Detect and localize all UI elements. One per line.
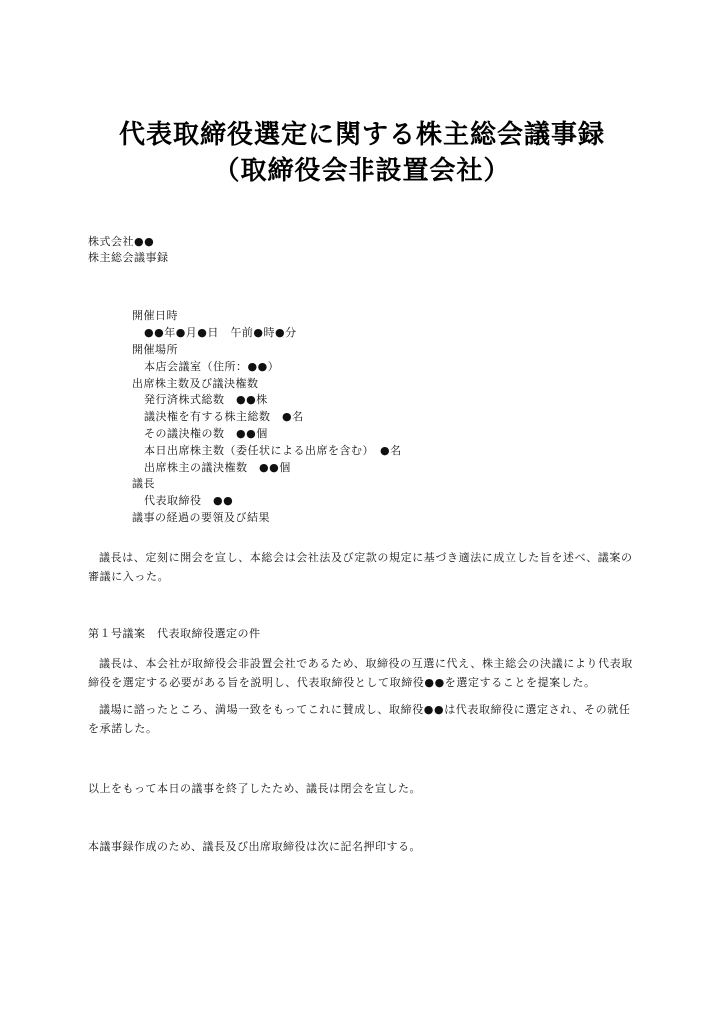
opening-paragraph: 議長は、定刻に開会を宣し、本総会は会社法及び定款の規定に基づき適法に成立した旨を述べ、議案の審議に入った。: [88, 551, 633, 583]
chair-label: 議長: [132, 477, 155, 490]
company-name: 株式会社●●: [88, 235, 155, 248]
document-label: 株主総会議事録: [88, 251, 169, 264]
proceedings-label: 議事の経過の要領及び結果: [132, 511, 270, 524]
closing-statement: 以上をもって本日の議事を終了したため、議長は閉会を宣した。: [88, 782, 422, 795]
document-title: 代表取締役選定に関する株主総会議事録: [118, 120, 605, 150]
voting-rights: その議決権の数 ●●個: [144, 427, 268, 440]
agenda-paragraph-2: 議場に諮ったところ、満場一致をもってこれに賛成し、取締役●●は代表取締役に選定され、その就任を承諾した。: [88, 703, 631, 735]
document-subtitle: （取締役会非設置会社）: [213, 156, 511, 186]
date-label: 開催日時: [132, 309, 178, 322]
attending-voting-rights: 出席株主の議決権数 ●●個: [144, 461, 291, 474]
date-value: ●●年●月●日 午前●時●分: [144, 326, 297, 339]
shares-label: 出席株主数及び議決権数: [132, 377, 259, 390]
voting-shareholders: 議決権を有する株主総数 ●名: [144, 410, 304, 423]
chair-value: 代表取締役 ●●: [144, 494, 234, 507]
attending-shareholders: 本日出席株主数（委任状による出席を含む） ●名: [144, 444, 402, 457]
place-value: 本店会議室（住所：●●）: [144, 360, 280, 373]
agenda-paragraph-1: 議長は、本会社が取締役会非設置会社であるため、取締役の互選に代え、株主総会の決議により代表取締役を選定する必要がある旨を説明し、代表取締役として取締役●●を選定することを提案した。: [88, 657, 633, 689]
issued-shares: 発行済株式総数 ●●株: [144, 393, 268, 406]
signature-statement: 本議事録作成のため、議長及び出席取締役は次に記名押印する。: [88, 840, 422, 853]
place-label: 開催場所: [132, 343, 178, 356]
agenda-title: 第１号議案 代表取締役選定の件: [88, 627, 261, 640]
